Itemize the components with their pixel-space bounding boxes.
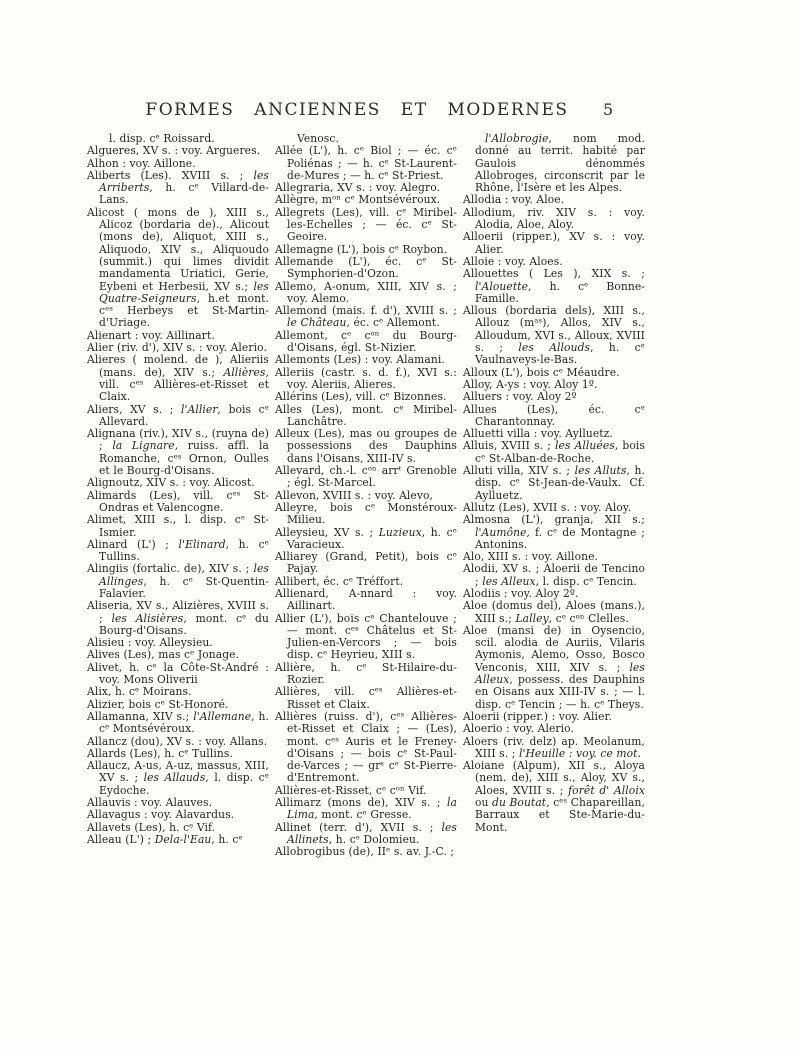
page-number: 5 [603,100,614,119]
entry-segment: Allinet (terr. d'), XVII s. ; [275,820,442,834]
dictionary-entry [463,760,645,834]
dictionary-entry [275,256,457,281]
entry-segment: Aliers, XV s. ; [87,402,181,416]
dictionary-entry [87,490,269,515]
entry-segment: , vill. cᵉˢ Allières-et-Risset et Claix. [99,365,269,404]
dictionary-entry [463,465,645,502]
entry-segment: Algueres, XV s. : voy. Argueres. [87,144,261,158]
entry-segment-italic: les Alleux [475,660,645,687]
dictionary-entry [275,711,457,785]
dictionary-entry [275,465,457,490]
entry-segment: , h. disp. cᵉ St-Jean-de-Vaulx. Cf. Aylluetz. [475,464,646,502]
entry-segment: Alleau (L') ; [87,832,155,846]
entry-segment: Venosc. [297,132,339,145]
entry-segment: , h. cᵉ Dolomieu. [328,832,420,846]
entry-segment-italic: l'Allier [180,402,218,416]
entry-segment: Alier (riv. d'), XIV s. : voy. Alerio. [87,341,267,355]
dictionary-entry [275,846,457,858]
entry-segment: Alloie : voy. Aloes. [463,254,563,268]
entry-segment-italic: les Arriberts [99,168,269,195]
entry-segment: , h. cᵉ Vaulnaveys-le-Bas. [475,341,645,367]
entry-segment: Allemonts (Les) : voy. Alamani. [275,353,445,367]
entry-segment-italic: la Lignare [112,439,175,453]
dictionary-entry [463,404,645,429]
entry-segment-italic: l'Heuille : voy. ce mot. [518,746,642,760]
entry-segment: Almosna (L'), granja, XII s.; [463,513,645,527]
entry-segment: Allobrogibus (de), IIᵉ s. av. J.-C. ; [275,845,455,859]
dictionary-entry [275,551,457,576]
entry-segment: Alimards (Les), vill. cᵉˢ St-Ondras et Valencogne. [87,488,269,514]
dictionary-entry [275,588,457,613]
entry-segment: Allemond (mais. f. d'), XVIII s. ; [275,304,457,318]
entry-segment: , h. cᵉ Tullins. [99,537,269,564]
entry-segment: Alloerii (ripper.), XV s. : voy. Alier. [463,230,645,256]
dictionary-entry [275,145,457,182]
entry-segment: , mont. cᵉ Gresse. [314,808,412,822]
dictionary-entry [87,600,269,637]
dictionary-entry [275,281,457,306]
entry-segment: Aliseria, XV s., Alizières, XVIII s. ; [87,599,269,625]
entry-segment: , h. cᵉ Varacieux. [287,525,457,551]
entry-segment: , cᵉ cᵒⁿ Clelles. [548,611,629,625]
entry-segment-italic: les Quatre-Seigneurs [99,279,269,305]
dictionary-entry [275,662,457,687]
entry-segment: , h. cᵉ Villard-de-Lans. [99,181,269,207]
entry-segment-italic: les Alisières [111,611,184,625]
entry-segment: Allauvis : voy. Alauves. [87,796,213,810]
entry-segment-italic: l'Allemane [193,709,252,723]
entry-segment: , cᵉˢ Chapareillan, Barraux et Ste-Marie-du-Mont. [475,796,646,834]
entry-segment-italic: l'Aumône [475,525,527,539]
dictionary-entry [463,736,645,761]
dictionary-entry [275,613,457,662]
dictionary-entry [275,207,457,244]
entry-segment: Allemagne (L'), bois cᵉ Roybon. [275,242,448,256]
entry-segment: Allérins (Les), vill. cᵉ Bizonnes. [275,390,447,404]
entry-segment-italic: les Allouds [518,341,591,355]
entry-segment: Alingiis (fortalic. de), XIV s. ; [87,562,254,576]
dictionary-entry [463,600,645,625]
entry-segment: Alloy, A-ys : voy. Aloy 1º. [463,377,598,391]
entry-segment: Alleysieu, XV s. ; [275,525,379,539]
entry-segment: Aloerii (ripper.) : voy. Alier. [463,709,613,723]
entry-segment: Allegraria, XV s. : voy. Alegro. [275,181,441,195]
dictionary-entry [275,330,457,355]
entry-segment-italic: Allières [223,365,266,379]
dictionary-entry [87,428,269,477]
entry-segment-italic: l'Elinard [178,537,226,551]
entry-segment-italic: du Boutat [492,796,547,810]
entry-segment: Allienard, A-nnard : voy. Aillinart. [275,586,457,613]
entry-segment: Allemo, A-onum, XIII, XIV s. ; voy. Alemo. [275,279,457,305]
entry-segment: ou [475,796,493,810]
entry-segment: , h. cᵉ St-Quentin-Falavier. [99,574,269,600]
dictionary-entry [463,305,645,366]
entry-segment-italic: les Alleux [482,574,536,588]
entry-segment: Aloe (mansi de) in Oysencio, scil. alodia de Auriis, Vilaris Aymonis, Alemo, Osso, Bosco Venconis, XIII, XIV s. ; [463,623,645,674]
entry-segment-italic: le Château [287,316,347,330]
entry-segment: , h. cᵉ Montsévéroux. [99,709,269,736]
entry-segment: Alieres ( molend. de ), Alieriis (mans. de), XIV s.; [87,353,269,379]
entry-segment-italic: les Alluts [574,464,627,478]
entry-segment: Alleriis (castr. s. d. f.), XVI s.: voy. Aleriis, Alieres. [275,365,457,391]
entry-segment-italic: les Alluées [554,439,615,453]
entry-segment: Alivet, h. cᵉ la Côte-St-André : voy. Mons Oliverii [87,660,269,687]
running-head-title: FORMES ANCIENNES ET MODERNES [145,100,569,120]
entry-segment: , h. cᵉ Bonne-Famille. [475,279,645,305]
entry-segment: Alluers : voy. Aloy 2º [463,390,577,404]
entry-segment: Allavets (Les), h. cᵉ Vif. [87,820,216,834]
dictionary-entry [275,404,457,429]
entry-segment: Allevon, XVIII s. : voy. Alevo, [275,488,434,502]
entry-segment: Aloerio : voy. Alerio. [463,722,574,736]
dictionary-entry [463,514,645,551]
entry-segment: , bois cᵉ St-Alban-de-Roche. [475,439,646,465]
entry-segment: Allières (ruiss. d'), cᵉˢ Allières-et-Risset et Claix ; — (Les), mont. cᵉˢ Auris et le Freney-d'Oisans ; — bois cᵉ St-Paul-de-Varces ; — grˢ cᵉ St-Pierre-d'Entremont. [275,709,457,785]
entry-segment: Alisieu : voy. Alleysieu. [87,636,213,650]
entry-segment: , l. disp. cᵉ Tencin. [535,574,637,588]
entry-segment: Alicost ( mons de ), XIII s., Alicoz (bordaria de)., Alicout (mons de), Aliquot, XIII s., Aliquodo, XIV s., Aliquoudo (summit.) qui limes dividit mandamenta Uriatici, Gerie, Eybeni et Herbesii, XV s.; [87,205,269,293]
entry-segment: , bois cᵉ Allevard. [99,402,269,428]
entry-segment-italic: la Lima [287,796,457,822]
entry-segment: Alignana (riv.), XIV s., (ruyna de) ; [87,427,269,453]
entry-segment: Allière, h. cᵉ St-Hilaire-du-Rozier. [275,660,457,687]
dictionary-entry-continuation [463,133,645,194]
dictionary-entry [463,563,645,588]
entry-segment: Allaucz, A-us, A-uz, massus, XIII, XV s. ; [87,759,269,785]
entry-segment-italic: Lalley [515,611,549,625]
dictionary-entry [275,527,457,552]
entry-segment: Alluti villa, XIV s. ; [463,464,575,478]
text-column-2 [275,133,457,859]
entry-segment: Alimet, XIII s., l. disp. cᵉ St-Ismier. [87,513,269,539]
entry-segment: Alleyre, bois cᵉ Monstéroux-Milieu. [275,500,457,527]
dictionary-entry [87,354,269,403]
dictionary-entry [275,686,457,711]
entry-segment-italic: Dela-l'Eau [154,832,212,846]
text-column-1 [87,133,269,846]
entry-segment: Allier (L'), bois cᵉ Chantelouve ; — mont. cᵉˢ Châtelus et St-Julien-en-Vercors ; — bois disp. cᵉ Heyrieu, XIII s. [275,611,457,662]
entry-segment: Aloers (riv. delz) ap. Meolanum, XIII s. ; [463,734,645,760]
entry-segment: Aloe (domus del), Aloes (mans.), XIII s.; [463,599,645,625]
entry-segment: Allouettes ( Les ), XIX s. ; [463,267,645,281]
entry-segment: , l. disp. cᵉ Eydoche. [99,771,269,797]
entry-segment-italic: Luzieux [378,525,422,539]
entry-segment: Alluis, XVIII s. ; [463,439,555,453]
dictionary-entry [87,207,269,330]
dictionary-entry [275,822,457,847]
entry-segment-italic: les Allinges [99,562,269,588]
entry-segment: Allimarz (mons de), XIV s. ; [275,796,447,810]
entry-segment: Alives (Les), mas cᵉ Jonage. [87,648,240,662]
entry-segment: Allibert, éc. cᵉ Tréffort. [275,574,404,588]
entry-segment-italic: forêt d' Alloix [568,783,645,797]
dictionary-entry [463,231,645,256]
entry-segment: Alles (Les), mont. cᵉ Miribel-Lanchâtre. [275,402,457,428]
entry-segment: Allavagus : voy. Alavardus. [87,808,235,822]
entry-segment: Alliarey (Grand, Petit), bois cᵉ Pajay. [275,550,457,576]
entry-segment: , h. cᵉ [211,832,243,846]
dictionary-entry [463,268,645,305]
dictionary-entry [463,440,645,465]
dictionary-entry [87,404,269,429]
entry-segment: , nom mod. donné au territ. habité par Gaulois dénommés Allobroges, circonscrit par le Rhône, l'Isère et les Alpes. [475,132,645,195]
entry-segment: Allodia : voy. Aloe. [463,193,565,207]
entry-segment: , mont. cᵉ du Bourg-d'Oisans. [99,611,269,637]
entry-segment: Allutz (Les), XVII s. : voy. Aloy. [463,500,632,514]
entry-segment: , f. cᵉ de Montagne ; Antonins. [475,525,645,551]
entry-segment: Allous (bordaria dels), XIII s., Allouz (mᵃˢ), Allos, XIV s., Alloudum, XVI s., Alloux, XVIII s. ; [463,304,645,355]
entry-segment: Allodium, riv. XIV s. : voy. Alodia, Aloe, Aloy. [463,205,645,232]
entry-segment-italic: les Allinets [287,820,457,846]
entry-segment: Alhon : voy. Aillone. [87,156,196,170]
entry-segment: Alloux (L'), bois cᵉ Méaudre. [463,365,620,379]
entry-segment: , éc. cᵉ Allemont. [346,316,440,330]
dictionary-entry [275,797,457,822]
entry-segment: Alizier, bois cᵉ St-Honoré. [87,697,229,711]
entry-segment: Alo, XIII s. : voy. Aillone. [463,550,599,564]
entry-segment: Alodii, XV s. ; Aloerii de Tencino ; [463,562,645,588]
dictionary-entry [87,760,269,797]
entry-segment-italic: l'Alouette [475,279,529,293]
entry-segment: Alleux (Les), mas ou groupes de possessions des Dauphins dans l'Oisans, XIII-IV s. [275,427,457,465]
entry-segment: Allevard, ch.-l. cᵒⁿ arrᵗ Grenoble ; égl. St-Marcel. [275,464,457,490]
entry-segment: , h.et mont. cᵉˢ Herbeys et St-Martin-d'Uriage. [99,291,269,330]
entry-segment: Allards (Les), h. cᵉ Tullins. [87,746,233,760]
entry-segment: l. disp. cᵉ Roissard. [109,132,215,145]
entry-segment: Allières, vill. cᵉˢ Allières-et-Risset et Claix. [275,685,457,711]
dictionary-entry [87,662,269,687]
dictionary-entry [87,563,269,600]
entry-segment: Allegrets (Les), vill. cᵉ Miribel-les-Echelles ; — éc. cᵉ St-Geoire. [275,205,457,244]
entry-segment: Allègre, mᵒⁿ cᵉ Montsévéroux. [275,193,441,207]
entry-segment: , possess. des Dauphins en Oisans aux XIII-IV s. ; — l. disp. cᵉ Tencin ; — h. cᵉ Theys. [475,673,645,711]
dictionary-entry [463,625,645,711]
entry-segment: Allières-et-Risset, cᵉ cᵒⁿ Vif. [275,783,427,797]
entry-segment: Allemont, cᵉ cᵒⁿ du Bourg-d'Oisans, égl. St-Nizier. [275,328,457,355]
dictionary-entry [275,305,457,330]
entry-segment: Alienart : voy. Aillinart. [87,328,215,342]
entry-segment: Alix, h. cᵉ Moirans. [87,685,192,699]
text-columns [87,133,649,859]
entry-segment: Allancz (dou), XV s. : voy. Allans. [87,734,268,748]
dictionary-entry [87,539,269,564]
entry-segment: Allée (L'), h. cᵉ Biol ; — éc. cᵉ Poliénas ; — h. cᵉ St-Laurent-de-Mures ; — h. cᵉ St-Priest. [275,144,457,182]
entry-segment: Allemande (L'), éc. cᵉ St-Symphorien-d'Ozon. [275,254,457,281]
entry-segment: Aliberts (Les). XVIII s. ; [87,168,254,182]
dictionary-entry [275,428,457,465]
entry-segment: Allamanna, XIV s.; [87,709,194,723]
dictionary-entry [463,207,645,232]
entry-segment: Aloiane (Alpum), XII s., Aloya (nem. de), XIII s., Aloy, XV s., Aloes, XVIII s. ; [463,759,645,797]
dictionary-entry [275,502,457,527]
dictionary-entry [87,834,269,846]
dictionary-entry [275,367,457,392]
dictionary-entry [87,514,269,539]
entry-segment: Alinard (L') ; [87,537,179,551]
entry-segment: Allues (Les), éc. cᵉ Charantonnay. [463,402,645,428]
dictionary-entry [87,711,269,736]
text-column-3 [463,133,645,834]
entry-segment: Alignoutz, XIV s. : voy. Alicost. [87,476,255,490]
entry-segment: Alodiis : voy. Aloy 2º. [463,586,579,600]
dictionary-entry [87,170,269,207]
entry-segment: , ruiss. affl. la Romanche, cᵉˢ Ornon, Oulles et le Bourg-d'Oisans. [99,439,269,478]
entry-segment-italic: les Allauds [143,771,206,785]
entry-segment: Alluetti villa : voy. Aylluetz. [463,427,613,441]
entry-segment-italic: l'Allobrogie [485,132,549,145]
